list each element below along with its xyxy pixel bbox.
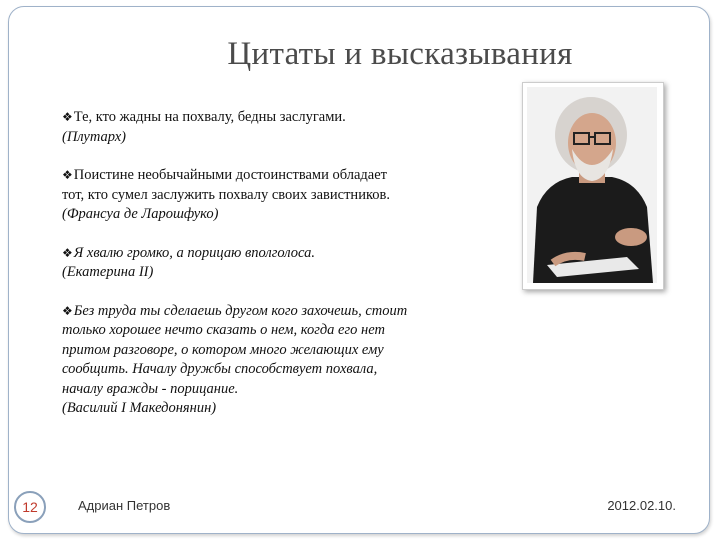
author-photo — [522, 82, 664, 290]
quote-4-line-2: только хорошее нечто сказать о нем, когда его нет — [62, 322, 385, 338]
quote-2-author: (Франсуа де Ларошфуко) — [62, 206, 219, 222]
quote-4 — [62, 302, 462, 419]
diamond-bullet-icon: ❖ — [62, 303, 73, 318]
quote-3 — [62, 244, 462, 283]
quote-1 — [62, 108, 462, 147]
slide-title: Цитаты и высказывания — [227, 36, 573, 72]
quote-2 — [62, 166, 462, 225]
quote-1-author: (Плутарх) — [62, 128, 126, 145]
quote-3-author: (Екатерина II) — [62, 264, 154, 280]
quote-4-line-4: сообщить. Началу дружбы способствует похвала, — [62, 361, 378, 377]
quote-4-line-3: притом разговоре, о котором много желающих ему — [62, 341, 384, 358]
quote-1-line-1: Те, кто жадны на похвалу, бедны заслугами. — [73, 109, 346, 125]
quote-4-line-5: началу вражды - порицание. — [62, 380, 239, 397]
quote-4-author: (Василий I Македонянин) — [62, 400, 217, 416]
diamond-bullet-icon: ❖ — [62, 110, 73, 124]
quote-2-line-2: тот, кто сумел заслужить похвалу своих завистников. — [62, 186, 390, 203]
quote-3-line-1: Я хвалю громко, а порицаю вполголоса. — [73, 244, 315, 261]
quote-4-line-1: Без труда ты сделаешь другом кого захочешь, стоит — [73, 302, 408, 319]
footer-date: 2012.02.10. — [607, 498, 676, 513]
page-number-badge: 12 — [14, 491, 46, 523]
portrait-illustration — [527, 87, 657, 283]
footer-author: Адриан Петров — [78, 498, 171, 513]
quote-2-line-1: Поистине необычайными достоинствами обладает — [73, 167, 388, 183]
quotes-list — [62, 108, 462, 438]
diamond-bullet-icon: ❖ — [62, 168, 73, 182]
diamond-bullet-icon: ❖ — [62, 245, 73, 260]
